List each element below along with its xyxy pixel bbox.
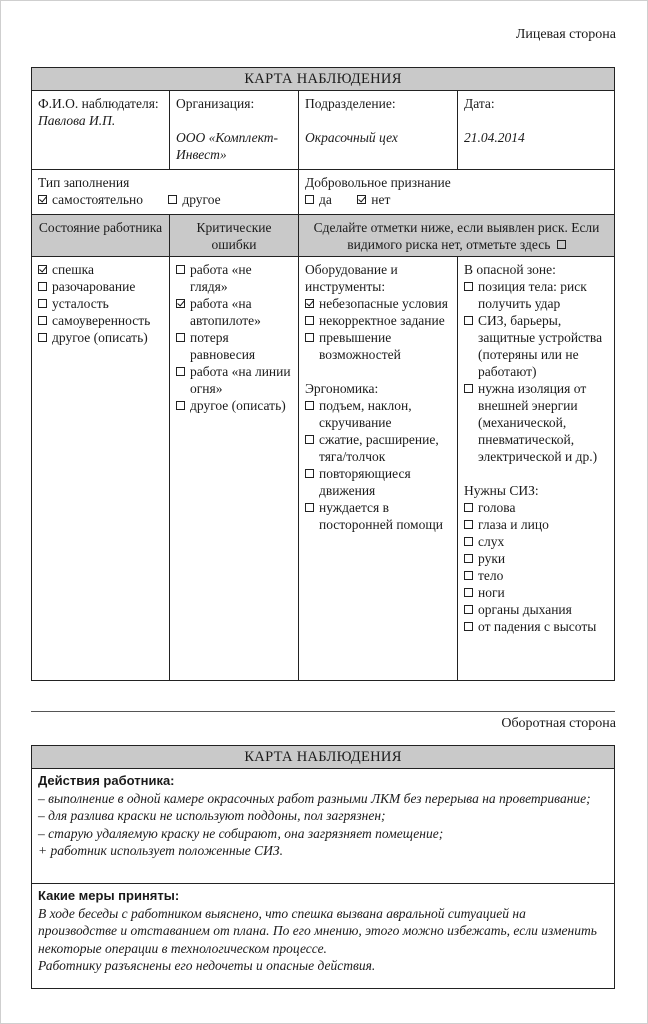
error-item[interactable]: работа «не глядя» <box>176 261 292 295</box>
equipment-ergonomics-column <box>299 257 458 680</box>
fill-option-self[interactable]: самостоятельно <box>38 192 143 207</box>
danger-item[interactable]: СИЗ, барьеры, защитные устройства (потеряны или не работают) <box>464 312 608 380</box>
observer-label: Ф.И.О. наблюдателя: <box>38 96 159 111</box>
checkbox-icon <box>305 195 314 204</box>
checkbox-icon <box>38 282 47 291</box>
card-title: КАРТА НАБЛЮДЕНИЯ <box>32 68 614 91</box>
checkbox-checked-icon <box>38 265 47 274</box>
admission-option-no[interactable]: нет <box>357 192 390 207</box>
ppe-item[interactable]: глаза и лицо <box>464 516 608 533</box>
admission-option-yes[interactable]: да <box>305 192 332 207</box>
checkbox-icon <box>305 469 314 478</box>
actions-row <box>32 769 614 884</box>
checkbox-icon <box>464 605 473 614</box>
error-item[interactable]: другое (описать) <box>176 397 292 414</box>
equipment-item[interactable]: превышение возможностей <box>305 329 451 363</box>
danger-item[interactable]: позиция тела: риск получить удар <box>464 278 608 312</box>
department-label: Подразделение: <box>305 96 396 111</box>
checkbox-icon <box>464 503 473 512</box>
checkbox-checked-icon <box>357 195 366 204</box>
ergonomics-item[interactable]: сжатие, расширение, тяга/толчок <box>305 431 451 465</box>
fill-row <box>32 170 614 215</box>
equipment-title: Оборудование и инструменты: <box>305 262 398 294</box>
action-line: – старую удаляемую краску не собирают, она загрязняет помещение; <box>38 825 444 841</box>
actions-section <box>32 769 614 883</box>
checkbox-icon <box>168 195 177 204</box>
checkbox-icon <box>38 316 47 325</box>
ergonomics-item[interactable]: нуждается в посторонней помощи <box>305 499 451 533</box>
fill-option-other[interactable]: другое <box>168 192 220 207</box>
col-risk-header: Сделайте отметки ниже, если выявлен риск. Если видимого риска нет, отметьте здесь <box>299 215 614 256</box>
department-value: Окрасочный цех <box>305 130 398 145</box>
ergonomics-item[interactable]: подъем, наклон, скручивание <box>305 397 451 431</box>
card-title-back: КАРТА НАБЛЮДЕНИЯ <box>32 746 614 769</box>
state-item[interactable]: самоуверенность <box>38 312 163 329</box>
checkbox-icon <box>38 299 47 308</box>
danger-zone-title: В опасной зоне: <box>464 262 556 277</box>
observation-card-back <box>31 745 615 989</box>
checkbox-icon <box>176 265 185 274</box>
checkbox-checked-icon <box>305 299 314 308</box>
ppe-item[interactable]: органы дыхания <box>464 601 608 618</box>
action-line: – для разлива краски не используют поддоны, пол загрязнен; <box>38 808 386 823</box>
checkbox-icon <box>176 367 185 376</box>
columns-header-row <box>32 215 614 257</box>
actions-title: Действия работника: <box>38 773 175 788</box>
measure-paragraph: В ходе беседы с работником выяснено, что спешка вызвана авральной ситуацией на производстве и отставанием от плана. По его мнению, этого можно избежать, если изменить некоторые операции в технологическом процессе. <box>38 905 597 956</box>
checkbox-icon <box>464 384 473 393</box>
ergonomics-item[interactable]: повторяющиеся движения <box>305 465 451 499</box>
checkbox-icon <box>305 401 314 410</box>
date-value: 21.04.2014 <box>464 130 525 145</box>
state-item[interactable]: усталость <box>38 295 163 312</box>
admission-label: Добровольное признание <box>305 175 451 190</box>
no-risk-checkbox-icon[interactable] <box>557 240 566 249</box>
checkbox-icon <box>305 333 314 342</box>
observer-cell <box>32 91 170 169</box>
checkbox-icon <box>305 435 314 444</box>
equipment-item[interactable]: небезопасные условия <box>305 295 451 312</box>
errors-list <box>170 257 299 680</box>
checkbox-checked-icon <box>176 299 185 308</box>
state-item[interactable]: другое (описать) <box>38 329 163 346</box>
organization-value: ООО «Комплект-Инвест» <box>176 130 279 162</box>
checkbox-icon <box>38 333 47 342</box>
checkbox-icon <box>176 333 185 342</box>
checklist-row <box>32 257 614 680</box>
ppe-item[interactable]: голова <box>464 499 608 516</box>
ppe-item[interactable]: тело <box>464 567 608 584</box>
back-side-label: Оборотная сторона <box>501 716 616 731</box>
organization-label: Организация: <box>176 96 255 111</box>
checkbox-icon <box>464 571 473 580</box>
col-errors-header: Критические ошибки <box>170 215 299 256</box>
page-divider <box>31 711 615 712</box>
checkbox-icon <box>464 282 473 291</box>
equipment-item[interactable]: некорректное задание <box>305 312 451 329</box>
checkbox-checked-icon <box>38 195 47 204</box>
header-row <box>32 91 614 170</box>
ppe-item[interactable]: руки <box>464 550 608 567</box>
department-cell <box>299 91 458 169</box>
checkbox-icon <box>464 554 473 563</box>
date-label: Дата: <box>464 96 495 111</box>
observer-value: Павлова И.П. <box>38 113 116 128</box>
state-item[interactable]: спешка <box>38 261 163 278</box>
date-cell <box>458 91 614 169</box>
fill-type-label: Тип заполнения <box>38 175 130 190</box>
measure-paragraph: Работнику разъяснены его недочеты и опасные действия. <box>38 958 376 973</box>
ppe-item[interactable]: от падения с высоты <box>464 618 608 635</box>
checkbox-icon <box>305 316 314 325</box>
ppe-title: Нужны СИЗ: <box>464 483 539 498</box>
observation-card-front <box>31 67 615 681</box>
checkbox-icon <box>464 588 473 597</box>
organization-cell <box>170 91 299 169</box>
ppe-item[interactable]: ноги <box>464 584 608 601</box>
col-state-header: Состояние работника <box>32 215 170 256</box>
checkbox-icon <box>305 503 314 512</box>
checkbox-icon <box>464 622 473 631</box>
measures-title: Какие меры приняты: <box>38 888 180 903</box>
checkbox-icon <box>176 401 185 410</box>
front-side-label: Лицевая сторона <box>515 27 616 42</box>
admission-cell <box>299 170 614 214</box>
error-item[interactable]: работа «на автопилоте» <box>176 295 292 329</box>
checkbox-icon <box>464 316 473 325</box>
measures-row <box>32 884 614 988</box>
error-item[interactable]: работа «на линии огня» <box>176 363 292 397</box>
error-item[interactable]: потеря равновесия <box>176 329 292 363</box>
checkbox-icon <box>464 537 473 546</box>
fill-type-cell <box>32 170 299 214</box>
action-line: + работник использует положенные СИЗ. <box>38 843 283 858</box>
state-list <box>32 257 170 680</box>
ppe-item[interactable]: слух <box>464 533 608 550</box>
state-item[interactable]: разочарование <box>38 278 163 295</box>
danger-ppe-column <box>458 257 614 680</box>
action-line: – выполнение в одной камере окрасочных работ разными ЛКМ без перерыва на проветривание; <box>38 790 591 806</box>
checkbox-icon <box>464 520 473 529</box>
danger-item[interactable]: нужна изоляция от внешней энергии (механической, пневматической, электрической и др.) <box>464 380 608 465</box>
ergonomics-title: Эргономика: <box>305 381 379 396</box>
measures-section <box>32 884 614 988</box>
